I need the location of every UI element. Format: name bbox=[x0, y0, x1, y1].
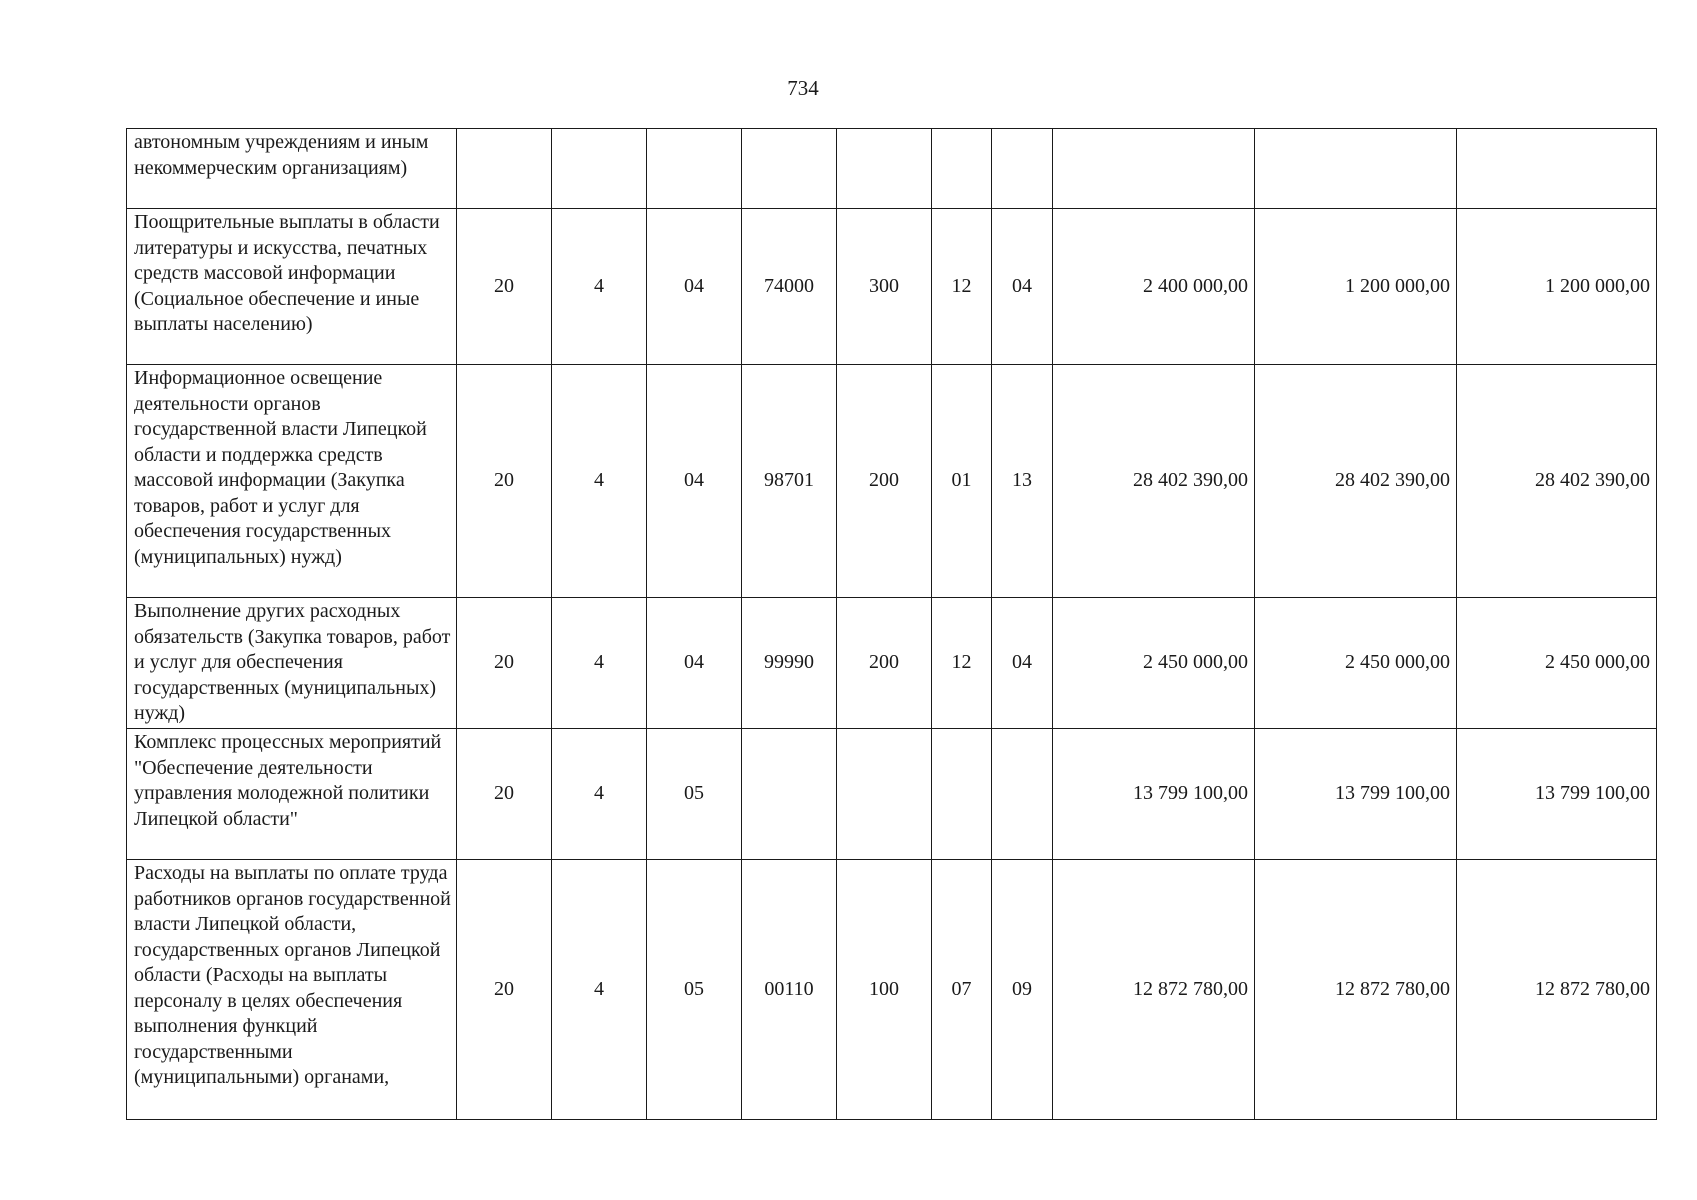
amount-year-3: 2 450 000,00 bbox=[1457, 598, 1657, 729]
amount-year-3: 12 872 780,00 bbox=[1457, 860, 1657, 1120]
page-number: 734 bbox=[787, 76, 819, 100]
table-row bbox=[127, 209, 1657, 365]
subprogram-code: 4 bbox=[552, 860, 647, 1120]
section-code: 01 bbox=[932, 365, 992, 598]
budget-table bbox=[126, 128, 1657, 1120]
row-description: Поощрительные выплаты в области литературы и искусства, печатных средств массовой информации (Социальное обеспечение и иные выплаты населению) bbox=[127, 209, 457, 365]
amount-year-1: 13 799 100,00 bbox=[1053, 729, 1255, 860]
subprogram-code: 4 bbox=[552, 598, 647, 729]
subsection-code: 09 bbox=[992, 860, 1053, 1120]
measure-code: 05 bbox=[647, 860, 742, 1120]
section-code: 12 bbox=[932, 598, 992, 729]
amount-year-1: 2 400 000,00 bbox=[1053, 209, 1255, 365]
table-row bbox=[127, 860, 1657, 1120]
subprogram-code bbox=[552, 129, 647, 209]
table-row bbox=[127, 729, 1657, 860]
row-description: Информационное освещение деятельности органов государственной власти Липецкой области и поддержка средств массовой информации (Закупка товаров, работ и услуг для обеспечения государственных (муниципальных) нужд) bbox=[127, 365, 457, 598]
row-description: автономным учреждениям и иным некоммерческим организациям) bbox=[127, 129, 457, 209]
measure-code: 05 bbox=[647, 729, 742, 860]
subsection-code: 04 bbox=[992, 209, 1053, 365]
amount-year-1: 12 872 780,00 bbox=[1053, 860, 1255, 1120]
expense-type-code: 100 bbox=[837, 860, 932, 1120]
amount-year-2: 28 402 390,00 bbox=[1255, 365, 1457, 598]
amount-year-2 bbox=[1255, 129, 1457, 209]
amount-year-2: 12 872 780,00 bbox=[1255, 860, 1457, 1120]
direction-code: 99990 bbox=[742, 598, 837, 729]
subsection-code bbox=[992, 729, 1053, 860]
program-code: 20 bbox=[457, 729, 552, 860]
section-code bbox=[932, 729, 992, 860]
expense-type-code bbox=[837, 129, 932, 209]
amount-year-1: 2 450 000,00 bbox=[1053, 598, 1255, 729]
direction-code bbox=[742, 129, 837, 209]
program-code bbox=[457, 129, 552, 209]
amount-year-3: 13 799 100,00 bbox=[1457, 729, 1657, 860]
table-row bbox=[127, 598, 1657, 729]
direction-code: 74000 bbox=[742, 209, 837, 365]
program-code: 20 bbox=[457, 209, 552, 365]
table-row bbox=[127, 129, 1657, 209]
program-code: 20 bbox=[457, 860, 552, 1120]
amount-year-3: 28 402 390,00 bbox=[1457, 365, 1657, 598]
amount-year-3: 1 200 000,00 bbox=[1457, 209, 1657, 365]
subsection-code: 04 bbox=[992, 598, 1053, 729]
program-code: 20 bbox=[457, 365, 552, 598]
amount-year-3 bbox=[1457, 129, 1657, 209]
expense-type-code: 200 bbox=[837, 598, 932, 729]
amount-year-2: 13 799 100,00 bbox=[1255, 729, 1457, 860]
row-description: Комплекс процессных мероприятий "Обеспечение деятельности управления молодежной политики Липецкой области" bbox=[127, 729, 457, 860]
measure-code: 04 bbox=[647, 365, 742, 598]
measure-code: 04 bbox=[647, 209, 742, 365]
direction-code: 98701 bbox=[742, 365, 837, 598]
expense-type-code: 300 bbox=[837, 209, 932, 365]
section-code bbox=[932, 129, 992, 209]
direction-code bbox=[742, 729, 837, 860]
subprogram-code: 4 bbox=[552, 729, 647, 860]
row-description: Расходы на выплаты по оплате труда работников органов государственной власти Липецкой области, государственных органов Липецкой области (Расходы на выплаты персоналу в целях обеспечения выполнения функций государственными (муниципальными) органами, bbox=[127, 860, 457, 1120]
expense-type-code: 200 bbox=[837, 365, 932, 598]
subprogram-code: 4 bbox=[552, 365, 647, 598]
row-description: Выполнение других расходных обязательств (Закупка товаров, работ и услуг для обеспечения государственных (муниципальных) нужд) bbox=[127, 598, 457, 729]
subsection-code bbox=[992, 129, 1053, 209]
subsection-code: 13 bbox=[992, 365, 1053, 598]
measure-code bbox=[647, 129, 742, 209]
amount-year-2: 2 450 000,00 bbox=[1255, 598, 1457, 729]
section-code: 07 bbox=[932, 860, 992, 1120]
amount-year-2: 1 200 000,00 bbox=[1255, 209, 1457, 365]
table-row bbox=[127, 365, 1657, 598]
section-code: 12 bbox=[932, 209, 992, 365]
subprogram-code: 4 bbox=[552, 209, 647, 365]
amount-year-1: 28 402 390,00 bbox=[1053, 365, 1255, 598]
expense-type-code bbox=[837, 729, 932, 860]
program-code: 20 bbox=[457, 598, 552, 729]
amount-year-1 bbox=[1053, 129, 1255, 209]
measure-code: 04 bbox=[647, 598, 742, 729]
direction-code: 00110 bbox=[742, 860, 837, 1120]
